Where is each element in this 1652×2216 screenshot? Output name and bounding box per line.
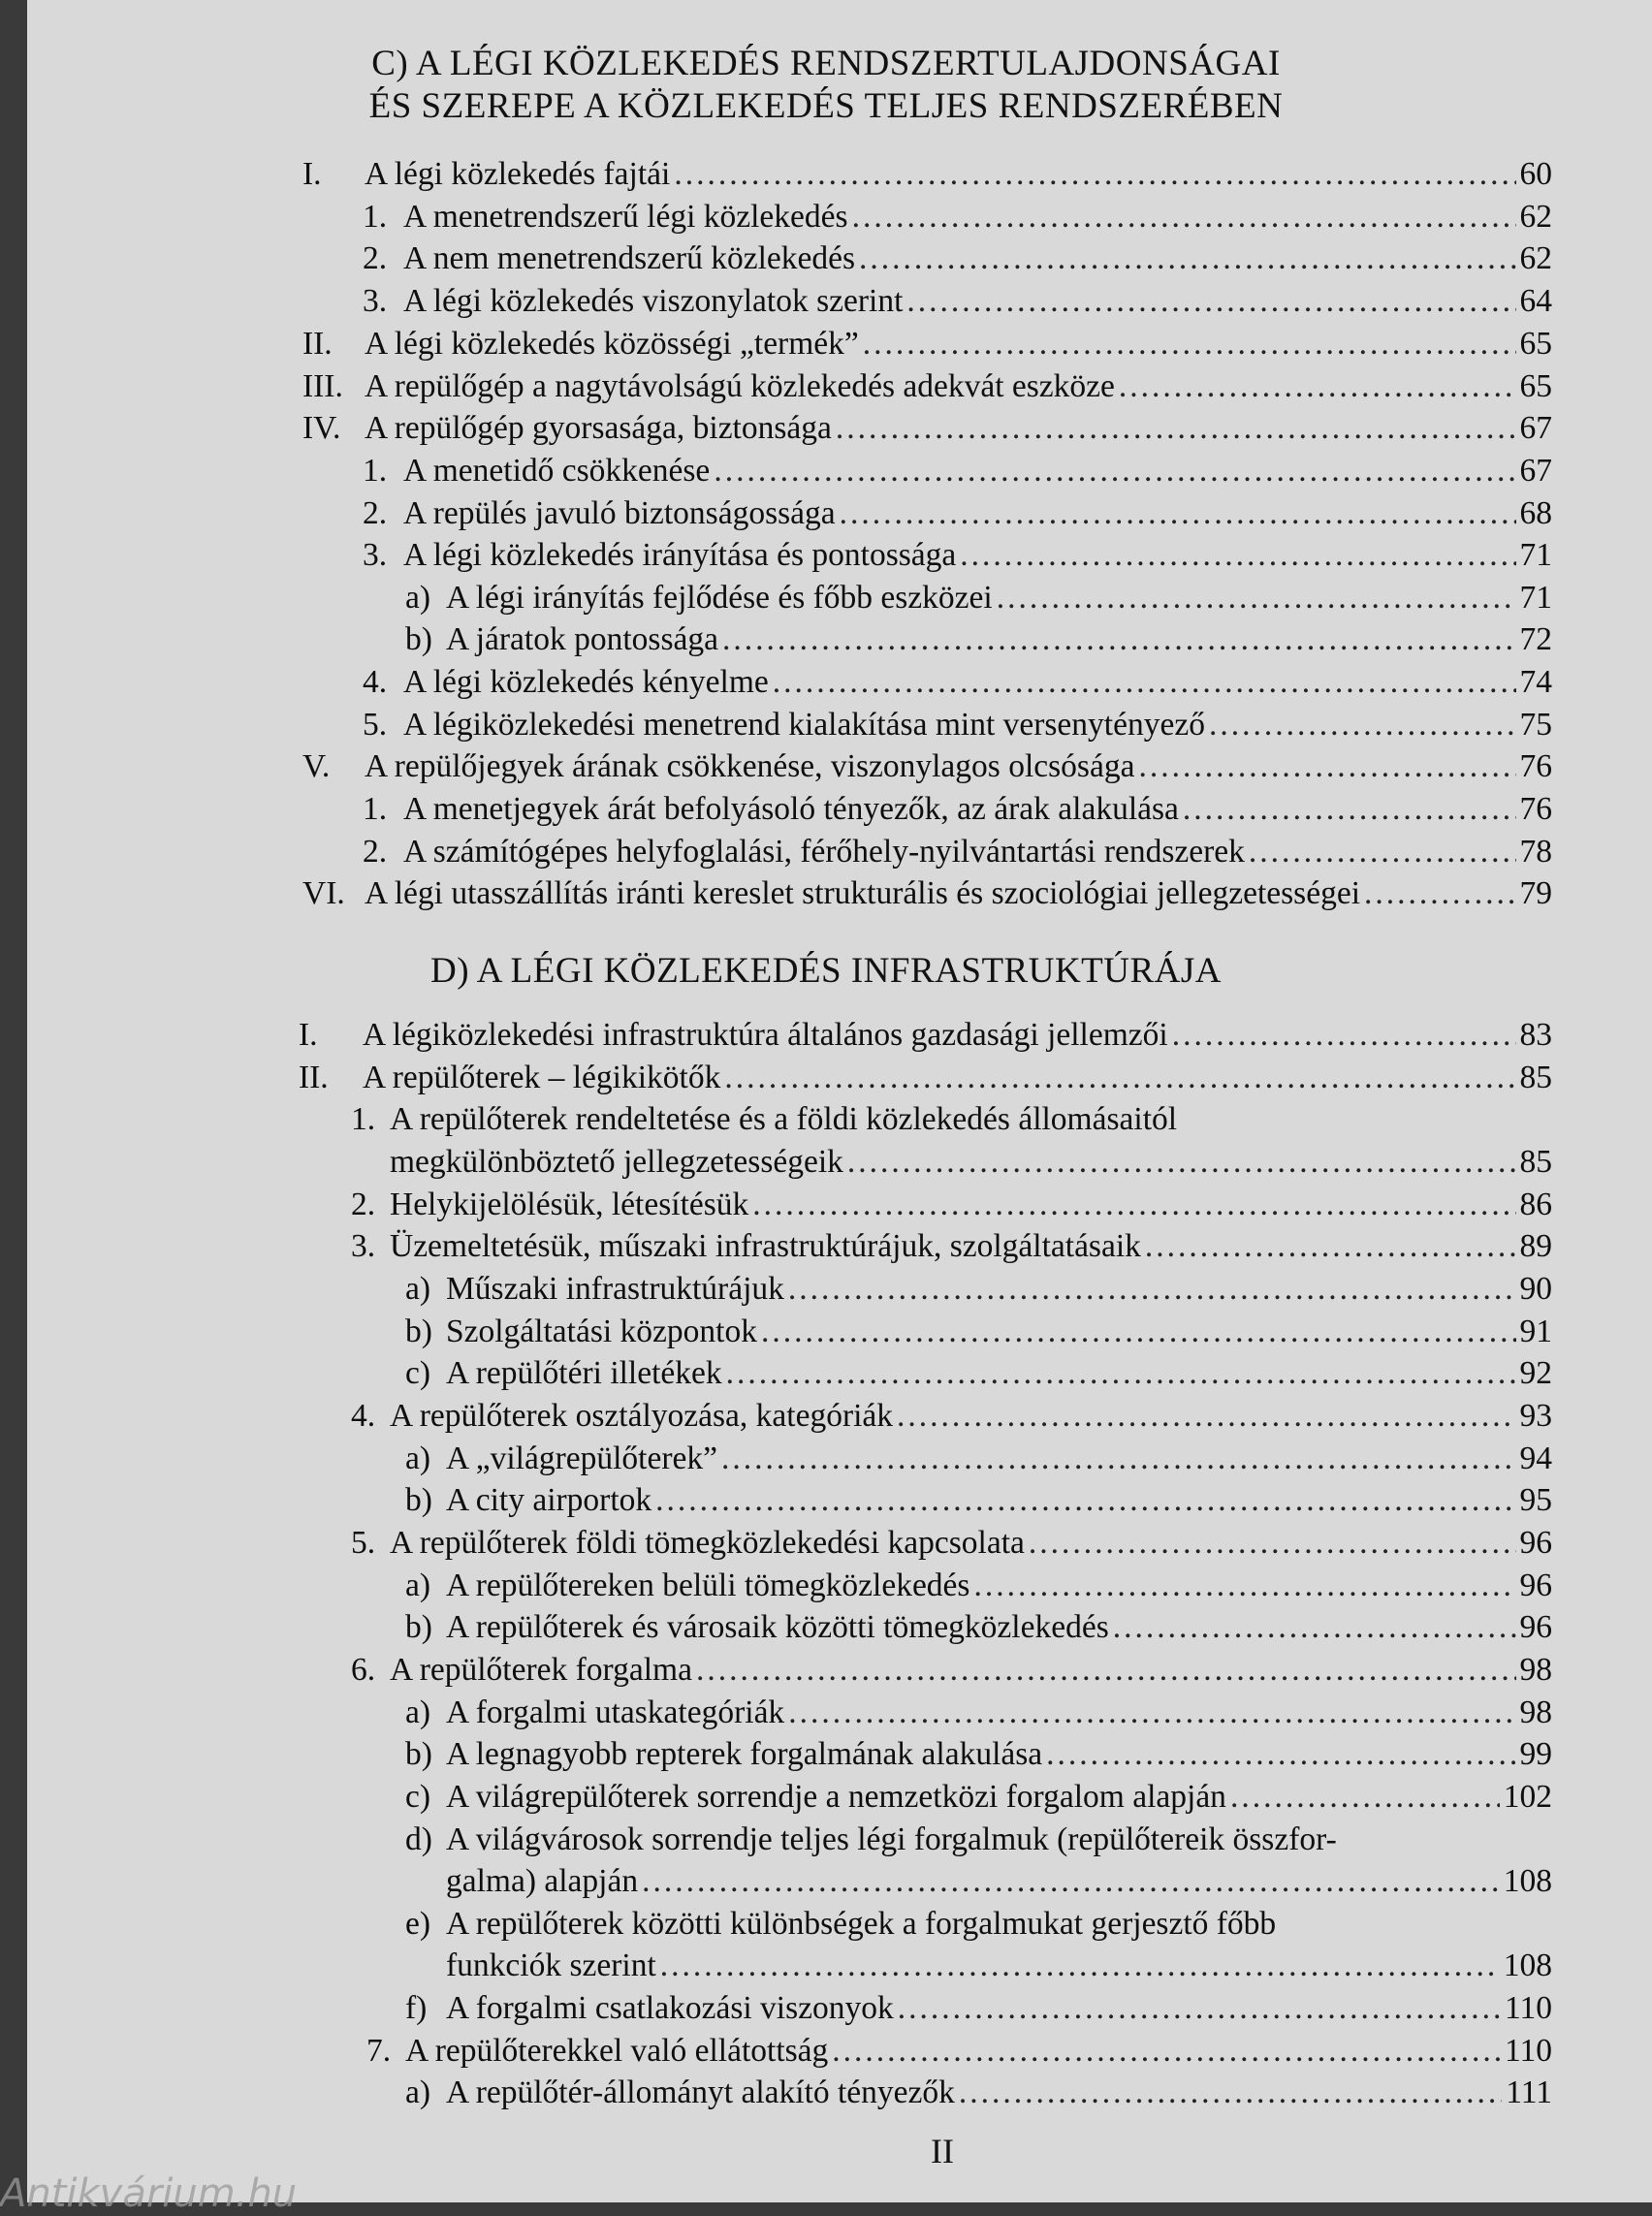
toc-entry[interactable]	[302, 365, 1552, 408]
entry-number: 6.	[351, 1652, 376, 1688]
toc-entry[interactable]	[363, 280, 1552, 323]
entry-page: 94	[1519, 1440, 1552, 1476]
toc-entry[interactable]	[446, 1860, 1552, 1903]
entry-label: Üzemeltetésük, műszaki infrastruktúrájuk, szolgáltatásaik	[390, 1228, 1141, 1264]
entry-number: II.	[302, 326, 333, 362]
footer-page-number: II	[931, 2132, 954, 2170]
entry-number: a)	[405, 1694, 431, 1730]
leader-dots	[752, 1184, 1515, 1226]
entry-page: 64	[1519, 283, 1552, 319]
entry-label: A légi közlekedés fajtái	[365, 156, 671, 192]
entry-page: 110	[1504, 2033, 1552, 2069]
toc-entry[interactable]	[302, 323, 1552, 365]
toc-entry[interactable]	[405, 1733, 1552, 1776]
entry-label: A repülőterek – légikikötők	[363, 1060, 721, 1095]
toc-entry[interactable]	[363, 450, 1552, 492]
entry-number: b)	[405, 1482, 432, 1518]
entry-page: 79	[1519, 875, 1552, 911]
leader-dots	[721, 1438, 1516, 1480]
entry-number: 3.	[363, 283, 388, 319]
leader-dots	[960, 534, 1515, 577]
entry-page: 72	[1519, 621, 1552, 657]
entry-label: A repülőtér-állományt alakító tényezők	[446, 2074, 955, 2110]
entry-label: A repülőgép a nagytávolságú közlekedés adekvát eszköze	[365, 368, 1115, 404]
entry-page: 95	[1519, 1482, 1552, 1518]
entry-number: a)	[405, 580, 431, 616]
entry-page: 71	[1519, 537, 1552, 573]
entry-number: 3.	[351, 1228, 376, 1264]
entry-number: 1.	[363, 453, 388, 489]
entry-number: a)	[405, 1440, 431, 1476]
toc-entry[interactable]	[405, 1903, 1552, 1946]
toc-entry[interactable]	[405, 1352, 1552, 1395]
leader-dots	[832, 2030, 1501, 2073]
toc-entry[interactable]	[405, 1776, 1552, 1819]
leader-dots	[1046, 1733, 1515, 1776]
toc-entry[interactable]	[405, 1565, 1552, 1607]
entry-number: 5.	[363, 707, 388, 743]
entry-page: 96	[1519, 1525, 1552, 1561]
entry-label: A repülőterek földi tömegközlekedési kapcsolata	[390, 1525, 1025, 1561]
toc-entry[interactable]	[405, 1268, 1552, 1311]
toc-entry[interactable]	[405, 1692, 1552, 1734]
entry-label: A repülőterek és városaik közötti tömegközlekedés	[446, 1609, 1109, 1645]
entry-label: A „világrepülőterek”	[446, 1440, 717, 1476]
leader-dots	[674, 153, 1515, 196]
entry-label: A repülőtereken belüli tömegközlekedés	[446, 1567, 970, 1603]
leader-dots	[847, 1141, 1516, 1184]
entry-number: 2.	[363, 834, 388, 870]
leader-dots	[1138, 745, 1515, 788]
entry-page: 76	[1519, 748, 1552, 784]
leader-dots	[859, 237, 1515, 280]
toc-entry[interactable]	[405, 618, 1552, 661]
entry-label: A világrepülőterek sorrendje a nemzetközi forgalom alapján	[446, 1779, 1226, 1815]
leader-dots	[714, 450, 1515, 492]
toc-entry[interactable]	[446, 1945, 1552, 1987]
entry-label: A repülőgép gyorsasága, biztonsága	[365, 410, 832, 446]
entry-number: e)	[405, 1906, 431, 1942]
entry-number: a)	[405, 1567, 431, 1603]
leader-dots	[1249, 831, 1516, 873]
toc-entry[interactable]	[363, 788, 1552, 831]
entry-page: 75	[1519, 707, 1552, 743]
leader-dots	[897, 1395, 1515, 1438]
toc-entry[interactable]	[351, 1395, 1552, 1438]
toc-entry[interactable]	[302, 407, 1552, 450]
leader-dots	[788, 1268, 1516, 1311]
entry-page: 83	[1519, 1017, 1552, 1053]
entry-page: 98	[1519, 1652, 1552, 1688]
entry-label: A repülés javuló biztonságossága	[403, 495, 836, 531]
toc-entry[interactable]	[351, 1522, 1552, 1565]
entry-page: 78	[1519, 834, 1552, 870]
leader-dots	[1230, 1776, 1500, 1819]
leader-dots	[773, 661, 1516, 704]
entry-label: A repülőtéri illetékek	[446, 1355, 722, 1391]
entry-label: A légiközlekedési infrastruktúra általános gazdasági jellemzői	[363, 1017, 1168, 1053]
entry-label: A légi közlekedés irányítása és pontossága	[403, 537, 957, 573]
entry-label: A légi közlekedés viszonylatok szerint	[403, 283, 904, 319]
entry-label: A repülőjegyek árának csökkenése, viszonylagos olcsósága	[365, 748, 1135, 784]
entry-page: 89	[1519, 1228, 1552, 1264]
leader-dots	[788, 1692, 1515, 1734]
toc-entry[interactable]	[302, 153, 1552, 196]
entry-label: A menetjegyek árát befolyásoló tényezők, az árak alakulása	[403, 791, 1179, 827]
toc-entry[interactable]	[351, 1098, 1552, 1141]
leader-dots	[1364, 872, 1515, 915]
entry-page: 86	[1519, 1187, 1552, 1222]
leader-dots	[655, 1479, 1515, 1522]
entry-number: 1.	[351, 1101, 376, 1137]
leader-dots	[997, 577, 1516, 619]
entry-number: c)	[405, 1355, 431, 1391]
entry-label: Műszaki infrastruktúrájuk	[446, 1271, 784, 1307]
toc-entry[interactable]	[363, 831, 1552, 873]
entry-label: A legnagyobb repterek forgalmának alakulása	[446, 1736, 1043, 1772]
toc-entry[interactable]	[302, 872, 1552, 915]
entry-label: A légi közlekedés közösségi „termék”	[365, 326, 859, 362]
toc-entry[interactable]	[405, 1606, 1552, 1649]
entry-label: A számítógépes helyfoglalási, férőhely-nyilvántartási rendszerek	[403, 834, 1245, 870]
leader-dots	[1145, 1225, 1516, 1268]
entry-number: 1.	[363, 199, 388, 235]
toc-entry[interactable]	[405, 1819, 1552, 1861]
entry-number: I.	[299, 1017, 318, 1053]
toc-entry[interactable]	[363, 661, 1552, 704]
entry-page: 98	[1519, 1694, 1552, 1730]
toc-entry[interactable]	[405, 577, 1552, 619]
toc-entry[interactable]	[363, 237, 1552, 280]
entry-page: 96	[1519, 1567, 1552, 1603]
entry-number: a)	[405, 2074, 431, 2110]
entry-page: 76	[1519, 791, 1552, 827]
toc-entry[interactable]	[405, 1311, 1552, 1353]
toc-entry[interactable]	[405, 1987, 1552, 2030]
entry-page: 67	[1519, 410, 1552, 446]
leader-dots	[836, 407, 1516, 450]
entry-page: 111	[1506, 2074, 1552, 2110]
entry-label: A járatok pontossága	[446, 621, 718, 657]
toc-entry[interactable]	[405, 1479, 1552, 1522]
entry-label: Szolgáltatási központok	[446, 1314, 757, 1349]
entry-label: A menetrendszerű légi közlekedés	[403, 199, 848, 235]
section-c-title-line1: C) A LÉGI KÖZLEKEDÉS RENDSZERTULAJDONSÁGAI	[371, 44, 1281, 83]
entry-page: 62	[1519, 199, 1552, 235]
entry-page: 71	[1519, 580, 1552, 616]
entry-number: 4.	[351, 1398, 376, 1434]
entry-number: b)	[405, 1609, 432, 1645]
entry-label: A légi irányítás fejlődése és főbb eszközei	[446, 580, 993, 616]
entry-label: A légi közlekedés kényelme	[403, 664, 769, 700]
toc-entry[interactable]	[363, 492, 1552, 535]
entry-number: 2.	[351, 1187, 376, 1222]
entry-page: 93	[1519, 1398, 1552, 1434]
entry-number: a)	[405, 1271, 431, 1307]
leader-dots	[863, 323, 1516, 365]
entry-number: d)	[405, 1821, 432, 1857]
leader-dots	[840, 492, 1516, 535]
toc-entry[interactable]	[302, 745, 1552, 788]
leader-dots	[696, 1649, 1516, 1692]
entry-page: 65	[1519, 368, 1552, 404]
entry-number: f)	[405, 1990, 428, 2026]
entry-label: A repülőterek forgalma	[390, 1652, 692, 1688]
toc-entry[interactable]	[299, 1057, 1552, 1099]
entry-page: 102	[1503, 1779, 1552, 1815]
entry-label: A repülőterekkel való ellátottság	[405, 2033, 829, 2069]
entry-label: galma) alapján	[446, 1863, 639, 1899]
entry-label: A menetidő csökkenése	[403, 453, 711, 489]
entry-label: A légi utasszállítás iránti kereslet strukturális és szociológiai jellegzetességei	[365, 875, 1361, 911]
entry-label: A forgalmi csatlakozási viszonyok	[446, 1990, 894, 2026]
watermark: Antikvárium.hu	[0, 2171, 298, 2216]
entry-number: b)	[405, 621, 432, 657]
toc-entry[interactable]	[366, 2030, 1552, 2073]
entry-number: 5.	[351, 1525, 376, 1561]
entry-page: 60	[1519, 156, 1552, 192]
entry-number: 1.	[363, 791, 388, 827]
leader-dots	[906, 280, 1515, 323]
entry-number: VI.	[302, 875, 345, 911]
toc-entry[interactable]	[390, 1141, 1552, 1184]
toc-entry[interactable]	[363, 534, 1552, 577]
entry-number: c)	[405, 1779, 431, 1815]
entry-number: 3.	[363, 537, 388, 573]
leader-dots	[724, 1057, 1515, 1099]
entry-label: megkülönböztető jellegzetességeik	[390, 1144, 843, 1180]
entry-page: 108	[1503, 1863, 1552, 1899]
toc-entry[interactable]	[299, 1014, 1552, 1057]
entry-label: A nem menetrendszerű közlekedés	[403, 240, 856, 276]
leader-dots	[1119, 365, 1516, 408]
toc-entry[interactable]	[405, 2072, 1552, 2114]
leader-dots	[660, 1945, 1500, 1987]
leader-dots	[959, 2072, 1502, 2114]
entry-label: A city airportok	[446, 1482, 652, 1518]
entry-label: A forgalmi utaskategóriák	[446, 1694, 785, 1730]
entry-number: II.	[299, 1060, 329, 1095]
toc-entry[interactable]	[363, 704, 1552, 746]
entry-number: 7.	[366, 2033, 392, 2069]
entry-label: Helykijelölésük, létesítésük	[390, 1187, 749, 1222]
entry-number: IV.	[302, 410, 341, 446]
leader-dots	[1209, 704, 1516, 746]
toc-entry[interactable]	[351, 1649, 1552, 1692]
leader-dots	[726, 1352, 1516, 1395]
section-d-title: D) A LÉGI KÖZLEKEDÉS INFRASTRUKTÚRÁJA	[429, 951, 1223, 991]
toc-entry[interactable]	[405, 1438, 1552, 1480]
section-c-title-line2: ÉS SZEREPE A KÖZLEKEDÉS TELJES RENDSZERÉBEN	[368, 86, 1284, 126]
entry-number: 4.	[363, 664, 388, 700]
entry-page: 91	[1519, 1314, 1552, 1349]
entry-page: 92	[1519, 1355, 1552, 1391]
entry-label: funkciók szerint	[446, 1947, 656, 1983]
toc-entry[interactable]	[363, 196, 1552, 238]
entry-page: 90	[1519, 1271, 1552, 1307]
leader-dots	[1172, 1014, 1516, 1057]
entry-page: 74	[1519, 664, 1552, 700]
entry-number: III.	[302, 368, 343, 404]
entry-page: 99	[1519, 1736, 1552, 1772]
entry-number: 2.	[363, 240, 388, 276]
leader-dots	[761, 1311, 1516, 1353]
leader-dots	[722, 618, 1516, 661]
leader-dots	[1113, 1606, 1516, 1649]
entry-label: A légiközlekedési menetrend kialakítása mint versenytényező	[403, 707, 1205, 743]
entry-page: 67	[1519, 453, 1552, 489]
entry-page: 62	[1519, 240, 1552, 276]
toc-entry[interactable]	[351, 1225, 1552, 1268]
entry-page: 65	[1519, 326, 1552, 362]
entry-number: I.	[302, 156, 322, 192]
entry-number: b)	[405, 1314, 432, 1349]
entry-page: 85	[1519, 1060, 1552, 1095]
toc-entry[interactable]	[351, 1184, 1552, 1226]
entry-label: A repülőterek közötti különbségek a forgalmukat gerjesztő főbb	[446, 1906, 1277, 1942]
leader-dots	[973, 1565, 1515, 1607]
entry-label: A repülőterek osztályozása, kategóriák	[390, 1398, 894, 1434]
entry-page: 85	[1519, 1144, 1552, 1180]
entry-label: A világvárosok sorrendje teljes légi forgalmuk (repülőtereik összfor-	[446, 1821, 1337, 1857]
entry-number: V.	[302, 748, 331, 784]
entry-number: b)	[405, 1736, 432, 1772]
entry-number: 2.	[363, 495, 388, 531]
entry-page: 108	[1503, 1947, 1552, 1983]
entry-page: 110	[1504, 1990, 1552, 2026]
entry-label: A repülőterek rendeltetése és a földi közlekedés állomásaitól	[390, 1101, 1178, 1137]
entry-page: 68	[1519, 495, 1552, 531]
leader-dots	[898, 1987, 1501, 2030]
leader-dots	[1183, 788, 1516, 831]
leader-dots	[1029, 1522, 1516, 1565]
leader-dots	[852, 196, 1516, 238]
entry-page: 96	[1519, 1609, 1552, 1645]
leader-dots	[642, 1860, 1500, 1903]
